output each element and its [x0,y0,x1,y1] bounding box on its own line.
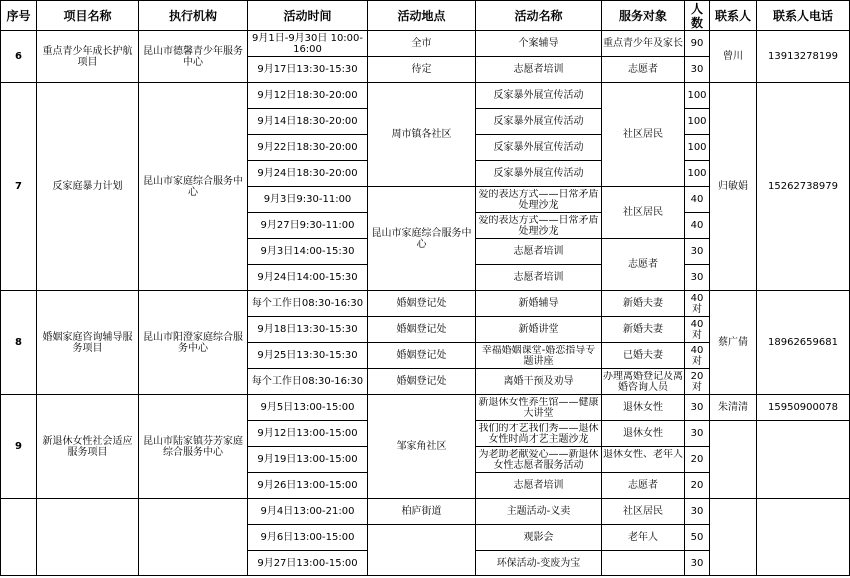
activity-place: 婚姻登记处 [368,291,476,317]
header-project-name: 项目名称 [37,1,139,31]
header-time: 活动时间 [248,1,368,31]
activity-time: 9月3日14:00-15:30 [248,239,368,265]
activity-time: 每个工作日08:30-16:30 [248,291,368,317]
activity-target: 重点青少年及家长 [602,31,685,57]
activity-name: 新婚辅导 [476,291,602,317]
project-no: 6 [1,31,37,83]
activity-name: 主题活动-义卖 [476,499,602,525]
activity-name: 志愿者培训 [476,57,602,83]
project-no: 9 [1,395,37,499]
activity-time: 9月14日18:30-20:00 [248,109,368,135]
contact-phone: 13913278199 [757,31,850,83]
activity-time: 9月27日9:30-11:00 [248,213,368,239]
activity-name-text: 爱的表达方式——日常矛盾处理沙龙 [478,188,599,211]
activity-name: 新婚讲堂 [476,317,602,343]
project-org: 昆山市德馨青少年服务中心 [139,31,248,83]
activity-name [476,213,602,239]
project-name: 新退休女性社会适应服务项目 [37,395,139,499]
contact-phone-empty [757,499,850,576]
activity-target: 新婚夫妻 [602,291,685,317]
activity-time: 9月17日13:30-15:30 [248,57,368,83]
activity-target [602,447,685,473]
activity-time: 9月24日18:30-20:00 [248,161,368,187]
activity-target: 社区居民 [602,499,685,525]
activity-time: 9月6日13:00-15:00 [248,525,368,551]
activity-target: 志愿者 [602,473,685,499]
activity-place: 婚姻登记处 [368,369,476,395]
activity-count: 50 [685,525,710,551]
activity-count: 90 [685,31,710,57]
activity-place: 柏庐街道 [368,499,476,525]
activity-target [602,369,685,395]
activity-count: 30 [685,551,710,576]
activity-place: 婚姻登记处 [368,343,476,369]
header-organization: 执行机构 [139,1,248,31]
table-row [1,31,850,57]
contact-phone: 15950900078 [757,395,850,421]
activity-place: 婚姻登记处 [368,317,476,343]
contact-name-empty [710,499,757,576]
activity-name: 志愿者培训 [476,265,602,291]
activity-count: 30 [685,239,710,265]
activity-time: 9月12日18:30-20:00 [248,83,368,109]
activity-target: 志愿者 [602,239,685,291]
activity-target-text: 办理离婚登记及离婚咨询人员 [603,370,683,393]
activity-count: 40对 [685,317,710,343]
activity-name-text: 我们的才艺我们秀——退休女性时尚才艺主题沙龙 [478,422,599,445]
activity-count: 100 [685,109,710,135]
activity-target: 退休女性 [602,421,685,447]
activity-count: 40对 [685,291,710,317]
activity-count: 30 [685,265,710,291]
activity-count: 40 [685,213,710,239]
activity-time: 9月1日-9月30日 10:00-16:00 [248,31,368,57]
activity-count: 30 [685,395,710,421]
activity-place: 周市镇各社区 [368,83,476,187]
project-no-empty [1,499,37,576]
project-name: 婚姻家庭咨询辅导服务项目 [37,291,139,395]
activity-count: 20 [685,447,710,473]
activity-time: 9月18日13:30-15:30 [248,317,368,343]
activity-count: 100 [685,161,710,187]
activity-target: 已婚夫妻 [602,343,685,369]
table-row [1,395,850,421]
activity-target-empty [602,551,685,576]
activity-place: 邹家角社区 [368,395,476,499]
contact-name: 朱清清 [710,395,757,421]
activity-place: 待定 [368,57,476,83]
activity-place-empty [368,525,476,576]
header-phone: 联系人电话 [757,1,850,31]
activity-target: 新婚夫妻 [602,317,685,343]
activity-name: 反家暴外展宣传活动 [476,109,602,135]
contact-phone: 18962659681 [757,291,850,395]
activity-count: 100 [685,135,710,161]
activity-name: 个案辅导 [476,31,602,57]
activity-name: 反家暴外展宣传活动 [476,161,602,187]
activity-time: 9月26日13:00-15:00 [248,473,368,499]
activity-time: 9月25日13:30-15:30 [248,343,368,369]
activity-name: 反家暴外展宣传活动 [476,135,602,161]
activity-place: 全市 [368,31,476,57]
activity-target: 社区居民 [602,187,685,239]
table-row [1,291,850,317]
activity-name-text: 幸福婚姻课堂-婚恋指导专题讲座 [481,344,596,367]
activity-name: 观影会 [476,525,602,551]
activity-name-text: 新退休女性养生馆——健康大讲堂 [478,396,599,419]
table-row [1,83,850,109]
header-activity: 活动名称 [476,1,602,31]
activity-count: 20对 [685,369,710,395]
table-row [1,499,850,525]
activity-time: 9月27日13:00-15:00 [248,551,368,576]
activity-time: 9月4日13:00-21:00 [248,499,368,525]
activity-count: 20 [685,473,710,499]
activity-time: 9月19日13:00-15:00 [248,447,368,473]
project-org: 昆山市陆家镇芬芳家庭综合服务中心 [139,395,248,499]
activity-name: 志愿者培训 [476,239,602,265]
activity-name: 志愿者培训 [476,473,602,499]
project-org: 昆山市阳澄家庭综合服务中心 [139,291,248,395]
contact-name: 蔡广倩 [710,291,757,395]
activity-name [476,343,602,369]
activity-name [476,187,602,213]
activity-count: 30 [685,421,710,447]
project-org: 昆山市家庭综合服务中心 [139,83,248,291]
activity-count: 40 [685,187,710,213]
header-row [1,1,850,31]
project-no: 8 [1,291,37,395]
activity-time: 9月3日9:30-11:00 [248,187,368,213]
activity-target: 志愿者 [602,57,685,83]
activity-count: 40对 [685,343,710,369]
activity-count: 100 [685,83,710,109]
activity-time: 9月5日13:00-15:00 [248,395,368,421]
contact-name-empty [710,421,757,499]
header-place: 活动地点 [368,1,476,31]
activity-place: 昆山市家庭综合服务中心 [368,187,476,291]
activity-name [476,447,602,473]
contact-phone-empty [757,421,850,499]
activity-target: 老年人 [602,525,685,551]
activity-count: 30 [685,499,710,525]
activity-name: 环保活动-变废为宝 [476,551,602,576]
activity-name-text: 为老助老献爱心——新退休女性志愿者服务活动 [478,448,599,471]
header-contact: 联系人 [710,1,757,31]
activity-name [476,421,602,447]
activity-name: 离婚干预及劝导 [476,369,602,395]
project-no: 7 [1,83,37,291]
project-org-empty [139,499,248,576]
header-no: 序号 [1,1,37,31]
activity-target: 退休女性 [602,395,685,421]
activity-time: 每个工作日08:30-16:30 [248,369,368,395]
contact-phone: 15262738979 [757,83,850,291]
activity-time: 9月12日13:00-15:00 [248,421,368,447]
activity-target: 社区居民 [602,83,685,187]
activity-name-text: 爱的表达方式——日常矛盾处理沙龙 [478,214,599,237]
activity-target-text: 退休女性、老年人 [603,448,683,460]
activity-time: 9月22日18:30-20:00 [248,135,368,161]
project-name: 反家庭暴力计划 [37,83,139,291]
activity-name: 反家暴外展宣传活动 [476,83,602,109]
contact-name: 归敏娟 [710,83,757,291]
activity-name [476,395,602,421]
project-name-empty [37,499,139,576]
activity-time: 9月24日14:00-15:30 [248,265,368,291]
header-target: 服务对象 [602,1,685,31]
activity-count: 30 [685,57,710,83]
contact-name: 曾川 [710,31,757,83]
project-name: 重点青少年成长护航项目 [37,31,139,83]
header-count: 人数 [685,1,710,31]
